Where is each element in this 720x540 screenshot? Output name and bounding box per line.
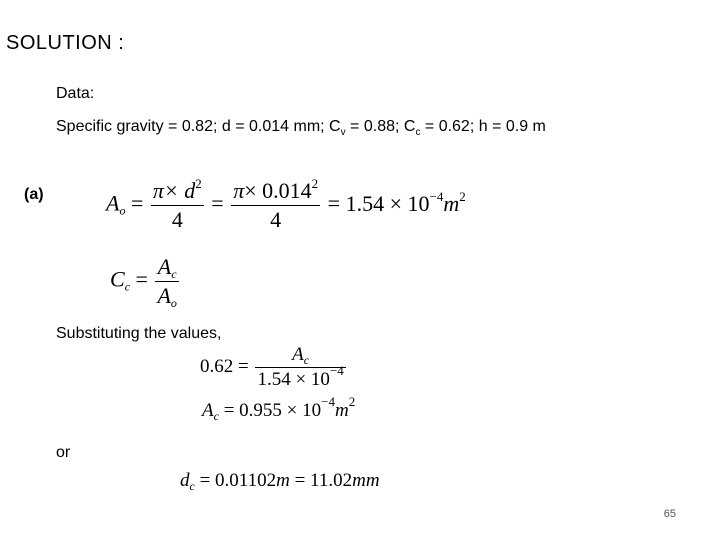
area-result: $1.54 \times 10^{-4}m^2$ [345,188,466,216]
substitution-fraction: $\frac{A_c}{1.54 \times 10^{-4}}$ [257,344,344,390]
page-number: 65 [663,508,676,520]
cc-equation: $C_c$ = $\frac{A_c}{A_o}$ [110,254,177,310]
substituting-text: Substituting the values, [56,325,222,342]
given-cv: $C_v = 0.88$; [329,118,400,139]
given-specific-gravity: Specific gravity = 0.82; [56,118,218,135]
cc-fraction: $\frac{A_c}{A_o}$ [157,254,177,310]
ac-equation: $A_c = 0.955 \times 10^{-4}m^2$ [202,394,356,423]
substitution-equation: 0.62 = $\frac{A_c}{1.54 \times 10^{-4}}$ [200,344,344,390]
part-a-label: (a) [24,186,44,203]
given-diameter: d = 0.014 mm; [221,118,325,135]
given-cc: $C_c = 0.62$; [403,118,475,139]
area-fraction-2: $\frac{\pi\times 0.014^2}{4}$ [233,176,319,232]
given-head: h = 0.9 m [478,118,546,135]
area-equation: $A_o$ = $\frac{\pi\times d^2}{4}$ = $\frac{\pi\times 0.014^2}{4}$ = $1.54 \times 10^{-4}m^2$ [106,176,466,232]
dc-equation: $d_c = 0.01102m = 11.02mm$ [180,470,380,493]
or-label: or [56,444,71,461]
slide-title: SOLUTION : [6,32,125,54]
given-values [56,118,546,138]
data-label: Data: [56,85,95,102]
area-fraction-1: $\frac{\pi\times d^2}{4}$ [152,176,202,232]
